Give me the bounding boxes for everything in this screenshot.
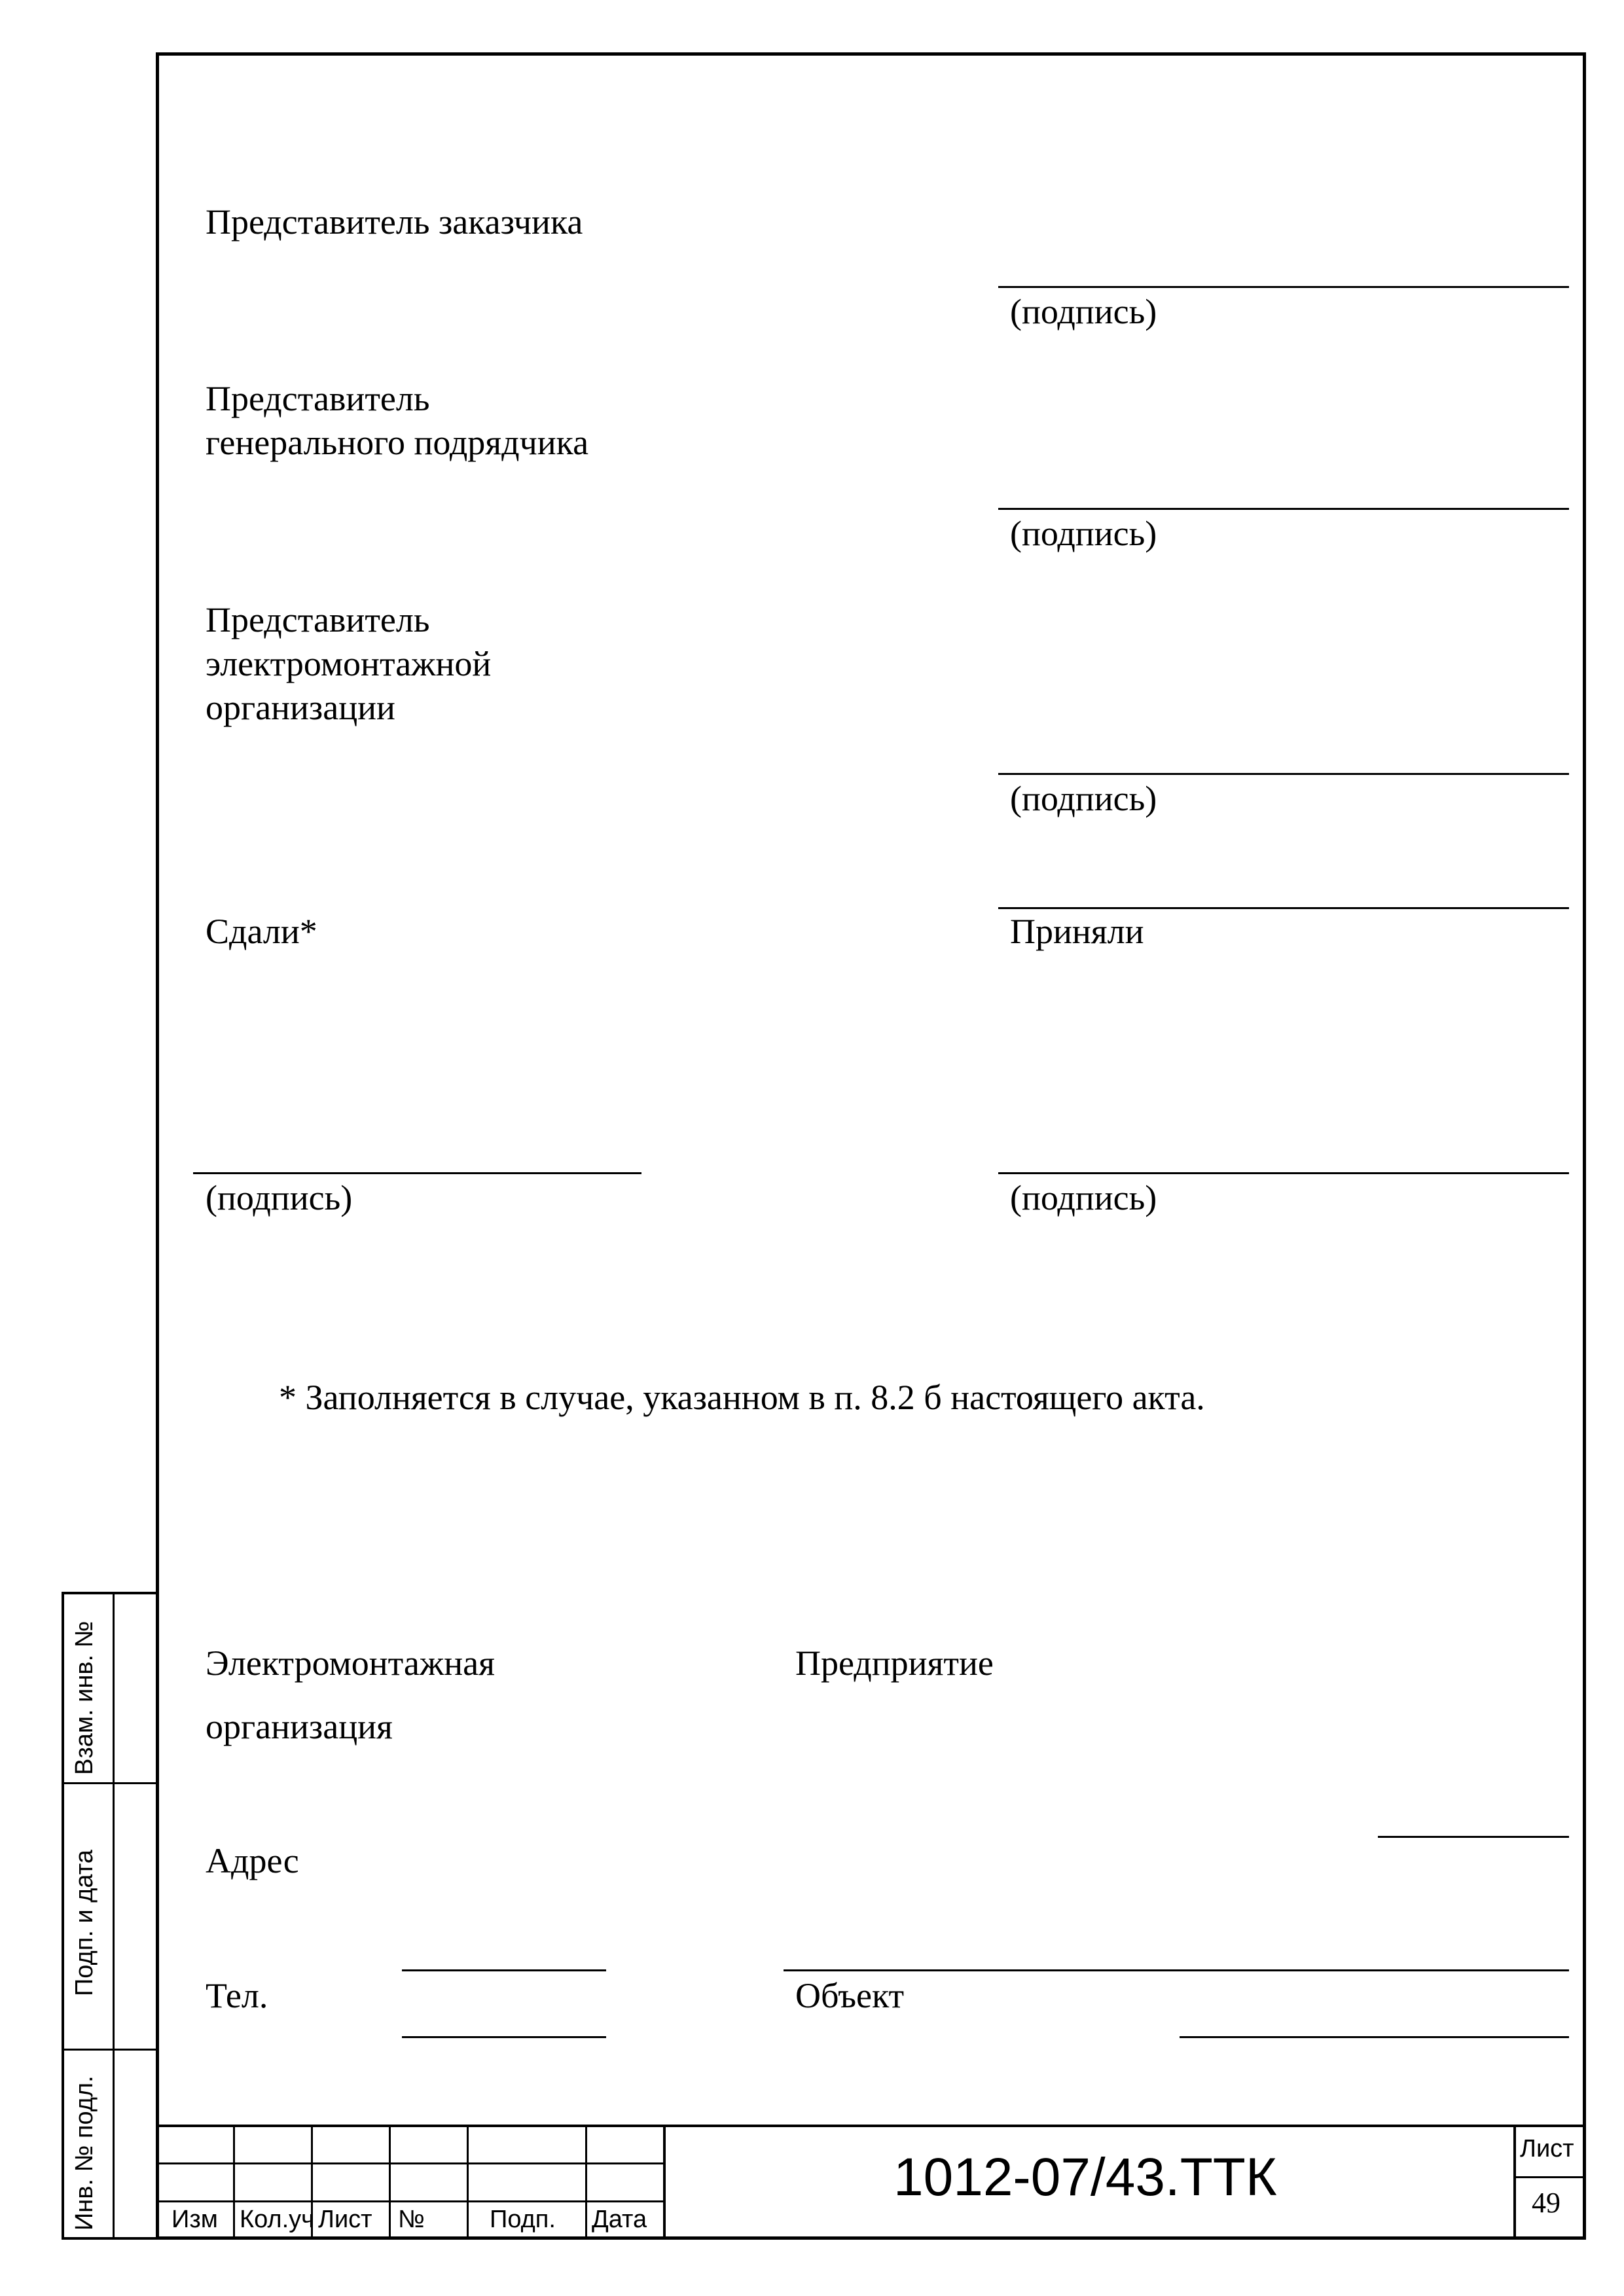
accepted-signature-line (998, 1172, 1569, 1174)
side-stamp-row2 (62, 2049, 156, 2051)
phone-field-line-bottom (402, 2036, 606, 2038)
accepted-label: Приняли (1010, 912, 1144, 951)
title-col-div3 (389, 2125, 391, 2240)
enterprise-field-line (1378, 1836, 1569, 1838)
accepted-top-line (998, 907, 1569, 909)
sheet-col-row (1513, 2176, 1586, 2178)
col-sheet: Лист (318, 2206, 372, 2233)
handed-over-signature-caption: (подпись) (206, 1178, 353, 1217)
sign-date-label: Подп. и дата (71, 1850, 98, 1996)
col-date: Дата (592, 2206, 647, 2233)
electrical-label-line3: организации (206, 688, 395, 727)
replace-inv-label: Взам. инв. № (71, 1621, 98, 1775)
title-col-div1 (233, 2125, 235, 2240)
inv-sign-label: Инв. № подл. (71, 2075, 98, 2231)
object-field-line-top (784, 1969, 1569, 1971)
title-block-row2 (156, 2200, 664, 2202)
title-block-row1 (156, 2162, 664, 2164)
object-label: Объект (795, 1976, 905, 2015)
col-sign: Подп. (490, 2206, 556, 2233)
electrical-label-line1: Представитель (206, 600, 430, 639)
col-qty: Кол.уч (240, 2206, 314, 2233)
side-stamp-bottom (62, 2237, 156, 2240)
electrical-org-line2: организация (206, 1707, 393, 1746)
contractor-signature-caption: (подпись) (1010, 514, 1157, 553)
side-stamp-top (62, 1592, 156, 1594)
electrical-signature-caption: (подпись) (1010, 779, 1157, 818)
electrical-signature-line (998, 773, 1569, 775)
accepted-signature-caption: (подпись) (1010, 1178, 1157, 1217)
title-col-div6 (663, 2125, 666, 2240)
contractor-label-line1: Представитель (206, 379, 430, 418)
customer-signature-line (998, 286, 1569, 288)
electrical-org-line1: Электромонтажная (206, 1643, 495, 1683)
sheet-number: 49 (1532, 2187, 1561, 2219)
sheet-col-div (1513, 2125, 1516, 2240)
handed-over-label: Сдали* (206, 912, 317, 951)
contractor-label-line2: генерального подрядчика (206, 423, 589, 462)
sheet-label: Лист (1520, 2135, 1574, 2162)
phone-label: Тел. (206, 1976, 268, 2015)
phone-field-line-top (402, 1969, 606, 1971)
col-change: Изм (171, 2206, 218, 2233)
title-col-div4 (467, 2125, 469, 2240)
side-stamp-divider (113, 1592, 115, 2240)
customer-representative-label: Представитель заказчика (206, 202, 583, 242)
enterprise-label: Предприятие (795, 1643, 994, 1683)
footnote: * Заполняется в случае, указанном в п. 8.2 б настоящего акта. (279, 1378, 1205, 1417)
electrical-label-line2: электромонтажной (206, 644, 492, 683)
address-label: Адрес (206, 1841, 299, 1880)
title-col-div5 (585, 2125, 587, 2240)
side-stamp-row1 (62, 1782, 156, 1784)
col-doc-no: № (398, 2206, 425, 2233)
object-field-line-bottom (1180, 2036, 1569, 2038)
document-code: 1012-07/43.ТТК (893, 2147, 1277, 2207)
title-block-top (156, 2125, 1586, 2127)
contractor-signature-line (998, 508, 1569, 510)
handed-over-signature-line (193, 1172, 641, 1174)
customer-signature-caption: (подпись) (1010, 292, 1157, 331)
